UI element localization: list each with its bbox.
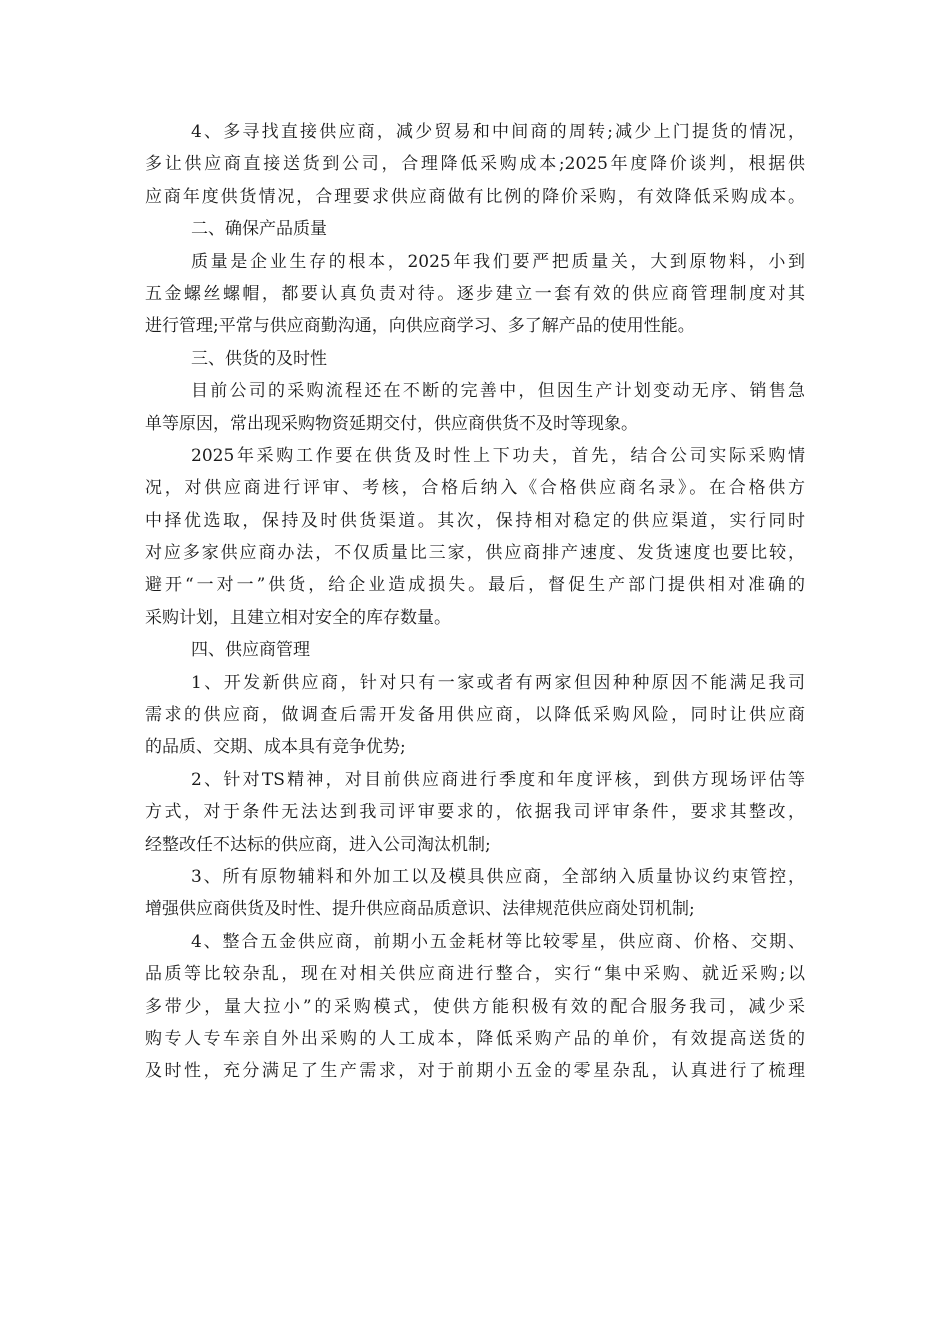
text-line: 况，对供应商进行评审、考核，合格后纳入《合格供应商名录》。在合格供方 — [145, 478, 805, 499]
text-line: 质量是企业生存的根本，2025年我们要严把质量关，大到原物料，小到 — [191, 251, 805, 272]
text-line: 应商年度供货情况，合理要求供应商做有比例的降价采购，有效降低采购成本。 — [145, 186, 805, 207]
text-line: 多带少，量大拉小”的采购模式，使供方能积极有效的配合服务我司，减少采 — [145, 996, 805, 1017]
text-line: 2、针对TS精神，对目前供应商进行季度和年度评核，到供方现场评估等 — [191, 769, 805, 790]
text-line: 方式，对于条件无法达到我司评审要求的，依据我司评审条件，要求其整改， — [145, 802, 805, 823]
text-line: 多让供应商直接送货到公司，合理降低采购成本;2025年度降价谈判，根据供 — [145, 154, 805, 175]
text-line: 单等原因，常出现采购物资延期交付，供应商供货不及时等现象。 — [145, 413, 638, 434]
text-line: 目前公司的采购流程还在不断的完善中，但因生产计划变动无序、销售急 — [191, 381, 805, 402]
document-body — [145, 116, 805, 1088]
text-line: 四、供应商管理 — [191, 640, 310, 661]
text-line: 对应多家供应商办法，不仅质量比三家，供应商排产速度、发货速度也要比较， — [145, 543, 805, 564]
text-line: 的品质、交期、成本具有竞争优势; — [145, 737, 406, 758]
text-line: 经整改任不达标的供应商，进入公司淘汰机制; — [145, 834, 491, 855]
text-line: 需求的供应商，做调查后需开发备用供应商，以降低采购风险，同时让供应商 — [145, 705, 805, 726]
text-line: 品质等比较杂乱，现在对相关供应商进行整合，实行“集中采购、就近采购;以 — [145, 964, 805, 985]
text-line: 五金螺丝螺帽，都要认真负责对待。逐步建立一套有效的供应商管理制度对其 — [145, 283, 805, 304]
text-line: 及时性，充分满足了生产需求，对于前期小五金的零星杂乱，认真进行了梳理 — [145, 1061, 805, 1082]
text-line: 4、整合五金供应商，前期小五金耗材等比较零星，供应商、价格、交期、 — [191, 931, 805, 952]
text-line: 避开“一对一”供货，给企业造成损失。最后，督促生产部门提供相对准确的 — [145, 575, 805, 596]
text-line: 三、供货的及时性 — [191, 348, 327, 369]
text-line: 1、开发新供应商，针对只有一家或者有两家但因种种原因不能满足我司 — [191, 672, 805, 693]
text-line: 中择优选取，保持及时供货渠道。其次，保持相对稳定的供应渠道，实行同时 — [145, 510, 805, 531]
text-line: 购专人专车亲自外出采购的人工成本，降低采购产品的单价，有效提高送货的 — [145, 1028, 805, 1049]
text-line: 进行管理;平常与供应商勤沟通，向供应商学习、多了解产品的使用性能。 — [145, 316, 695, 337]
text-line: 3、所有原物辅料和外加工以及模具供应商，全部纳入质量协议约束管控， — [191, 866, 805, 887]
text-line: 增强供应商供货及时性、提升供应商品质意识、法律规范供应商处罚机制; — [145, 899, 695, 920]
text-line: 采购计划，且建立相对安全的库存数量。 — [145, 607, 451, 628]
text-line: 2025年采购工作要在供货及时性上下功夫，首先，结合公司实际采购情 — [191, 445, 805, 466]
text-line: 4、多寻找直接供应商，减少贸易和中间商的周转;减少上门提货的情况， — [191, 122, 805, 142]
text-line: 二、确保产品质量 — [191, 219, 327, 240]
